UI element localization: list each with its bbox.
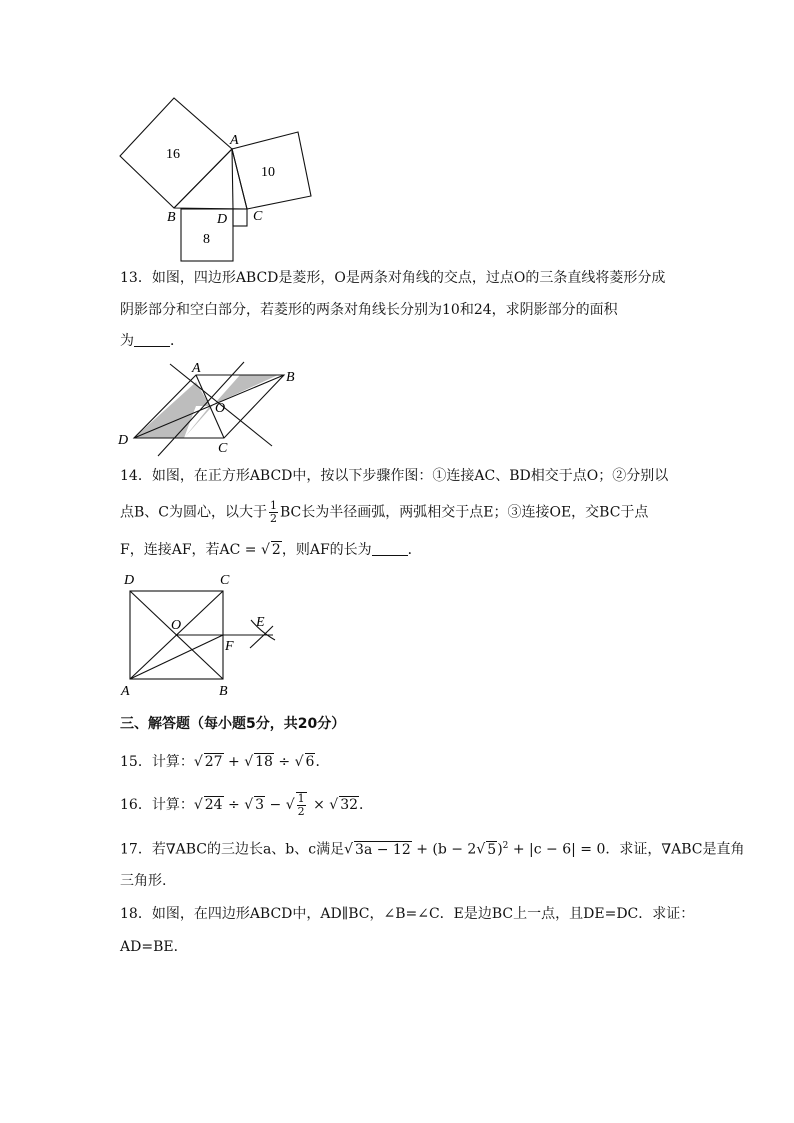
area-label-10: 10: [261, 165, 275, 180]
q14-line2-a: 点B、C为圆心，以大于: [120, 504, 267, 521]
q14-line3: F，连接AF，若AC = √ 2，则AF的长为 ．: [120, 542, 422, 558]
sqrt-icon: √: [344, 841, 354, 858]
figure-rhombus: [112, 358, 312, 458]
square-label-o: O: [171, 618, 182, 633]
q15: 15．计算：√ 27 + √ 18 ÷ √ 6．: [120, 754, 330, 770]
q13-line1: 13．如图，四边形ABCD是菱形，O是两条对角线的交点，过点O的三条直线将菱形分成: [120, 270, 666, 286]
square-label-e: E: [256, 615, 265, 630]
q18-line2: AD=BE．: [120, 939, 188, 955]
shaded-region-right: [184, 375, 278, 438]
square-label-b: B: [219, 684, 228, 699]
section-title: 三、解答题（每小题5分，共20分）: [120, 716, 346, 732]
q17-line1: 17．若∇ABC的三边长a、b、c满足√ 3a − 12 + (b − 2√ 5)$^2$ + |c − 6| = 0．求证，∇ABC是直角: [120, 841, 745, 858]
area-label-8: 8: [203, 232, 210, 247]
sqrt-icon: √: [193, 797, 203, 813]
q13-line2: 阴影部分和空白部分，若菱形的两条对角线长分别为10和24，求阴影部分的面积: [120, 302, 618, 318]
rhombus-label-d: D: [118, 433, 129, 448]
sqrt-icon: √: [261, 542, 270, 558]
square-label-f: F: [225, 639, 234, 654]
shaded-region-left: [134, 382, 210, 438]
q17-line2: 三角形.: [120, 873, 167, 889]
q14-line2-b: BC长为半径画弧，两弧相交于点E；③连接OE，交BC于点: [280, 504, 649, 521]
triangle-abc: [174, 149, 247, 209]
sqrt-icon: √: [329, 797, 339, 813]
sqrt-icon: √: [244, 754, 254, 770]
square-label-c: C: [220, 573, 230, 588]
q14-line2: [120, 500, 648, 525]
rhombus-label-c: C: [218, 441, 228, 456]
vertex-label-b: B: [167, 210, 176, 225]
q14-line1: 14．如图，在正方形ABCD中，按以下步骤作图：①连接AC、BD相交于点O；②分别以: [120, 468, 669, 484]
vertex-label-d: D: [217, 212, 228, 227]
vertex-label-a: A: [230, 133, 239, 148]
square-label-d: D: [124, 573, 135, 588]
figure-squares-triangle: [110, 92, 325, 262]
rhombus-label-b: B: [286, 370, 295, 385]
answer-blank: [134, 332, 170, 347]
q13-line3-suffix: ．: [170, 333, 184, 349]
fraction-half: $\frac{1}{2}$: [297, 792, 305, 818]
sqrt-icon: √: [193, 754, 203, 770]
q18-line1: 18．如图，在四边形ABCD中，AD∥BC，∠B=∠C．E是边BC上一点，且DE=DC．求证：: [120, 906, 695, 922]
q16: 16．计算：√ 24 ÷ √ 3 − √ $\frac{1}{2}$ × √ 32．: [120, 792, 374, 818]
sqrt-icon: √: [476, 841, 486, 858]
sqrt-icon: √: [244, 797, 254, 813]
fraction-half: $\frac{1}{2}$: [270, 499, 277, 525]
q13-line3-prefix: 为: [120, 333, 134, 349]
area-label-16: 16: [166, 147, 180, 162]
q14-line3-a: F，连接AF，若AC =: [120, 542, 257, 558]
rhombus-label-o: O: [215, 401, 226, 416]
sqrt-icon: √: [285, 797, 295, 813]
rhombus-label-a: A: [192, 361, 201, 376]
right-angle-mark: [233, 209, 247, 226]
q13-line3: [120, 331, 184, 351]
q14-line3-b: ，则AF的长为: [281, 542, 372, 558]
sqrt-2: 2: [271, 542, 281, 558]
answer-blank: [372, 541, 408, 556]
sqrt-icon: √: [294, 754, 304, 770]
figure-square-construction: [115, 568, 285, 700]
line-af: [130, 635, 223, 679]
square-label-a: A: [121, 684, 130, 699]
vertex-label-c: C: [253, 209, 263, 224]
